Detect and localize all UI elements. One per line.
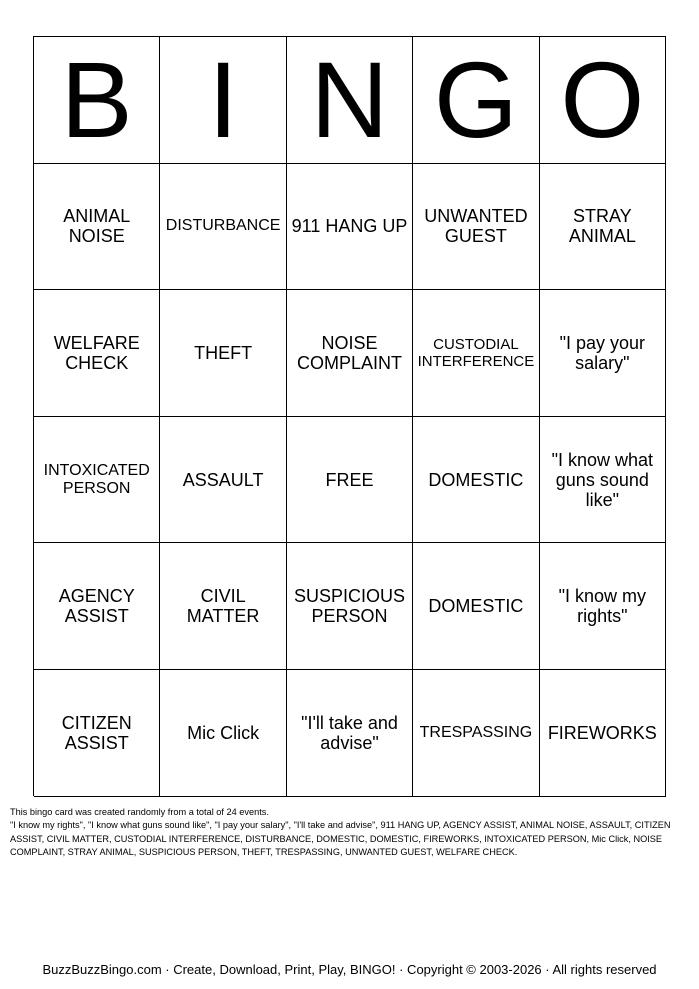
card-info-event-list: "I know my rights", "I know what guns sound like", "I pay your salary", "I'll take and advise", 911 HANG UP, AGENCY ASSIST, ANIMAL NOISE, ASSAULT, CITIZEN ASSIST, CIVIL MATTER, CUSTODIAL INTERFERENCE, DISTURBANCE, DOMESTIC, DOMESTIC, FIREWORKS, INTOXICATED PERSON, Mic Click, NOISE COMPLAINT, STRAY ANIMAL, SUSPICIOUS PERSON, THEFT, TRESPASSING, UNWANTED GUEST, WELFARE CHECK. [10, 820, 671, 858]
bingo-card [33, 36, 666, 796]
bingo-cell: "I know my rights" [540, 543, 666, 670]
header-letter-b: B [34, 37, 160, 164]
header-letter-g: G [413, 37, 539, 164]
bingo-cell: SUSPICIOUS PERSON [287, 543, 413, 670]
bingo-cell: DISTURBANCE [160, 164, 286, 291]
bingo-cell: UNWANTED GUEST [413, 164, 539, 291]
header-letter-n: N [287, 37, 413, 164]
header-letter-o: O [540, 37, 666, 164]
bingo-cell: "I pay your salary" [540, 290, 666, 417]
bingo-cell: AGENCY ASSIST [34, 543, 160, 670]
bingo-cell: FIREWORKS [540, 670, 666, 797]
bingo-cell: "I know what guns sound like" [540, 417, 666, 544]
bingo-cell: ANIMAL NOISE [34, 164, 160, 291]
bingo-cell: WELFARE CHECK [34, 290, 160, 417]
bingo-cell: ASSAULT [160, 417, 286, 544]
header-letter-i: I [160, 37, 286, 164]
bingo-cell: "I'll take and advise" [287, 670, 413, 797]
bingo-row-3 [34, 417, 666, 544]
bingo-header-row [34, 37, 666, 164]
bingo-cell: DOMESTIC [413, 543, 539, 670]
bingo-cell: CITIZEN ASSIST [34, 670, 160, 797]
bingo-cell: 911 HANG UP [287, 164, 413, 291]
bingo-row-4 [34, 543, 666, 670]
bingo-cell: STRAY ANIMAL [540, 164, 666, 291]
bingo-cell: THEFT [160, 290, 286, 417]
bingo-cell: NOISE COMPLAINT [287, 290, 413, 417]
bingo-cell: Mic Click [160, 670, 286, 797]
page-footer: BuzzBuzzBingo.com · Create, Download, Print, Play, BINGO! · Copyright © 2003-2026 · All rights reserved [42, 962, 657, 977]
bingo-row-1 [34, 164, 666, 291]
bingo-cell: TRESPASSING [413, 670, 539, 797]
bingo-cell: CIVIL MATTER [160, 543, 286, 670]
card-info-summary: This bingo card was created randomly from a total of 24 events. [10, 807, 269, 817]
bingo-row-2 [34, 290, 666, 417]
bingo-cell: INTOXICATED PERSON [34, 417, 160, 544]
bingo-cell: DOMESTIC [413, 417, 539, 544]
bingo-row-5 [34, 670, 666, 797]
bingo-cell: CUSTODIAL INTERFERENCE [413, 290, 539, 417]
free-space-cell: FREE [287, 417, 413, 544]
card-info [10, 806, 690, 860]
